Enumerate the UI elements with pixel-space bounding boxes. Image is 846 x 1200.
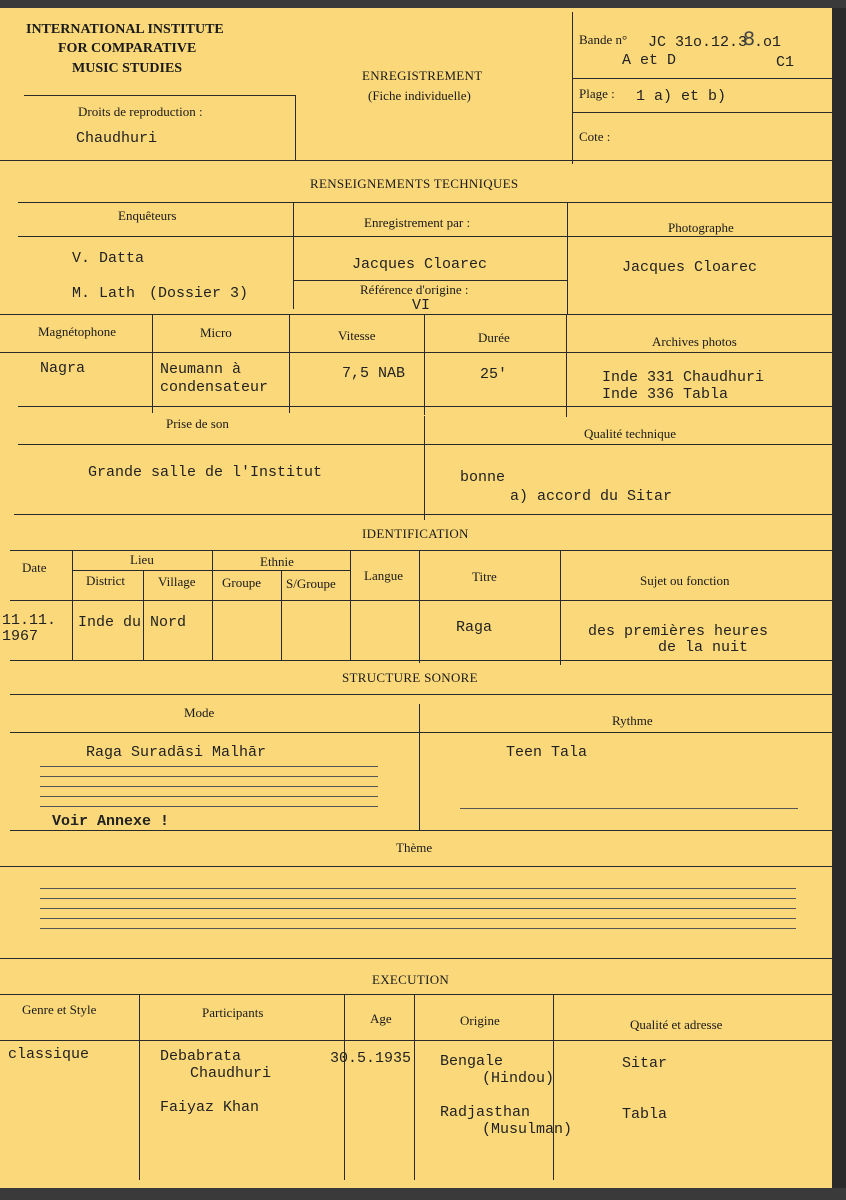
district-value: Inde du Nord	[78, 614, 187, 631]
prise-value: Grande salle de l'Institut	[88, 464, 323, 481]
duree-label: Durée	[478, 330, 510, 345]
form-title: ENREGISTREMENT	[362, 68, 483, 83]
genre-label: Genre et Style	[22, 1002, 97, 1017]
participant-1-qualite: Sitar	[622, 1055, 668, 1072]
participant-1-origine-1: Bengale	[440, 1053, 504, 1070]
enregistrement-label: Enregistrement par :	[364, 215, 471, 230]
participant-1-age: 30.5.1935	[330, 1050, 412, 1067]
rule	[14, 514, 832, 515]
rule	[10, 600, 832, 601]
fill-line	[40, 776, 378, 777]
rule	[18, 202, 832, 203]
origine-label: Origine	[460, 1013, 500, 1028]
bande-label: Bande n°	[579, 32, 628, 47]
prise-label: Prise de son	[166, 416, 229, 431]
bande-sub: A et D	[622, 52, 677, 69]
rule	[293, 203, 294, 309]
qualite-technique-value-2: a) accord du Sitar	[510, 488, 673, 505]
participant-2-origine-1: Radjasthan	[440, 1104, 531, 1121]
rights-value: Chaudhuri	[76, 130, 158, 147]
rule	[212, 551, 213, 661]
plage-label: Plage :	[579, 86, 615, 101]
groupe-label: Groupe	[222, 575, 261, 590]
rule	[24, 95, 296, 96]
rule	[424, 315, 425, 415]
rule	[572, 12, 573, 164]
photographe-label: Photographe	[668, 220, 734, 235]
qualite-technique-label: Qualité technique	[584, 426, 677, 441]
enqueteur-1: V. Datta	[72, 250, 145, 267]
fill-line	[40, 898, 796, 899]
district-label: District	[86, 573, 125, 588]
vitesse-value: 7,5 NAB	[342, 365, 406, 382]
participants-label: Participants	[202, 1005, 264, 1020]
annexe-note: Voir Annexe !	[52, 813, 170, 830]
sujet-value-1: des premières heures	[588, 623, 769, 640]
fill-line	[40, 928, 796, 929]
enqueteurs-label: Enquêteurs	[118, 208, 177, 223]
rule	[0, 314, 832, 315]
rule	[553, 995, 554, 1180]
fill-line	[40, 766, 378, 767]
archives-label: Archives photos	[652, 334, 737, 349]
rule	[10, 660, 832, 661]
date-value-2: 1967	[2, 628, 39, 645]
duree-value: 25'	[480, 366, 508, 383]
rule	[0, 958, 832, 959]
fill-line	[460, 808, 798, 809]
fill-line	[40, 786, 378, 787]
micro-value-1: Neumann à	[160, 361, 242, 378]
titre-label: Titre	[472, 569, 497, 584]
rule	[18, 406, 832, 407]
theme-label: Thème	[396, 840, 433, 855]
rule	[572, 78, 832, 79]
rule	[0, 1040, 832, 1041]
sgroupe-label: S/Groupe	[286, 576, 336, 591]
institute-line-1: INTERNATIONAL INSTITUTE	[26, 22, 224, 37]
micro-value-2: condensateur	[160, 379, 269, 396]
rule	[295, 96, 296, 160]
rule	[10, 732, 832, 733]
rule	[293, 280, 567, 281]
rule	[350, 551, 351, 661]
langue-label: Langue	[364, 568, 403, 583]
rule	[139, 995, 140, 1180]
enregistrement-value: Jacques Cloarec	[352, 256, 488, 273]
magnetophone-label: Magnétophone	[38, 324, 116, 339]
vitesse-label: Vitesse	[338, 328, 376, 343]
rule	[10, 550, 832, 551]
archives-value-2: Inde 336 Tabla	[602, 386, 729, 403]
rule	[0, 866, 832, 867]
cote-label: Cote :	[579, 129, 611, 144]
fill-line	[40, 908, 796, 909]
institute-line-2: FOR COMPARATIVE	[58, 41, 197, 56]
ethnie-label: Ethnie	[260, 554, 294, 569]
rule	[72, 551, 73, 661]
section-tech: RENSEIGNEMENTS TECHNIQUES	[310, 176, 519, 191]
rule	[566, 315, 567, 417]
participant-2: Faiyaz Khan	[160, 1099, 260, 1116]
fill-line	[40, 888, 796, 889]
rule	[0, 352, 832, 353]
rule	[344, 995, 345, 1180]
participant-1-origine-2: (Hindou)	[482, 1070, 555, 1087]
bande-sub-2: C1	[776, 54, 795, 71]
plage-value: 1 a) et b)	[636, 88, 727, 105]
participant-2-qualite: Tabla	[622, 1106, 668, 1123]
rule	[414, 995, 415, 1180]
rule	[10, 694, 832, 695]
rule	[281, 571, 282, 661]
rule	[419, 704, 420, 830]
institute-line-3: MUSIC STUDIES	[72, 61, 183, 76]
archives-value-1: Inde 331 Chaudhuri	[602, 369, 765, 386]
village-label: Village	[158, 574, 196, 589]
rule	[0, 160, 832, 161]
section-identification: IDENTIFICATION	[362, 526, 469, 541]
rythme-value: Teen Tala	[506, 744, 588, 761]
rule	[72, 570, 350, 571]
age-label: Age	[370, 1011, 392, 1026]
rythme-label: Rythme	[612, 713, 653, 728]
titre-value: Raga	[456, 619, 493, 636]
rule	[560, 551, 561, 665]
rule	[18, 236, 832, 237]
date-value-1: 11.11.	[2, 612, 57, 629]
reference-value: VI	[412, 297, 431, 314]
rule	[424, 416, 425, 520]
index-card	[0, 8, 832, 1188]
qualite-technique-value-1: bonne	[460, 469, 506, 486]
section-execution: EXECUTION	[372, 972, 450, 987]
form-subtitle: (Fiche individuelle)	[368, 88, 471, 103]
mode-value: Raga Suradāsi Malhār	[86, 744, 267, 761]
qualite-adresse-label: Qualité et adresse	[630, 1017, 723, 1032]
rule	[289, 315, 290, 413]
micro-label: Micro	[200, 325, 232, 340]
rule	[152, 315, 153, 413]
rule	[572, 112, 832, 113]
fill-line	[40, 918, 796, 919]
rule	[567, 203, 568, 315]
fill-line	[40, 796, 378, 797]
rights-label: Droits de reproduction :	[78, 104, 203, 119]
rule	[0, 994, 832, 995]
rule	[419, 551, 420, 663]
sujet-value-2: de la nuit	[658, 639, 749, 656]
participant-1-line-1: Debabrata	[160, 1048, 242, 1065]
lieu-label: Lieu	[130, 552, 154, 567]
sujet-label: Sujet ou fonction	[640, 573, 730, 588]
date-label: Date	[22, 560, 47, 575]
section-structure: STRUCTURE SONORE	[342, 670, 478, 685]
enqueteur-2: M. Lath (Dossier 3)	[72, 285, 249, 302]
bande-value: JC 31o.12.3 8 .o1	[648, 28, 782, 51]
participant-2-origine-2: (Musulman)	[482, 1121, 573, 1138]
photographe-value: Jacques Cloarec	[622, 259, 758, 276]
fill-line	[40, 806, 378, 807]
genre-value: classique	[8, 1046, 90, 1063]
rule	[10, 830, 832, 831]
reference-label: Référence d'origine :	[360, 282, 469, 297]
participant-1-line-2: Chaudhuri	[190, 1065, 272, 1082]
magnetophone-value: Nagra	[40, 360, 86, 377]
mode-label: Mode	[184, 705, 215, 720]
rule	[18, 444, 832, 445]
